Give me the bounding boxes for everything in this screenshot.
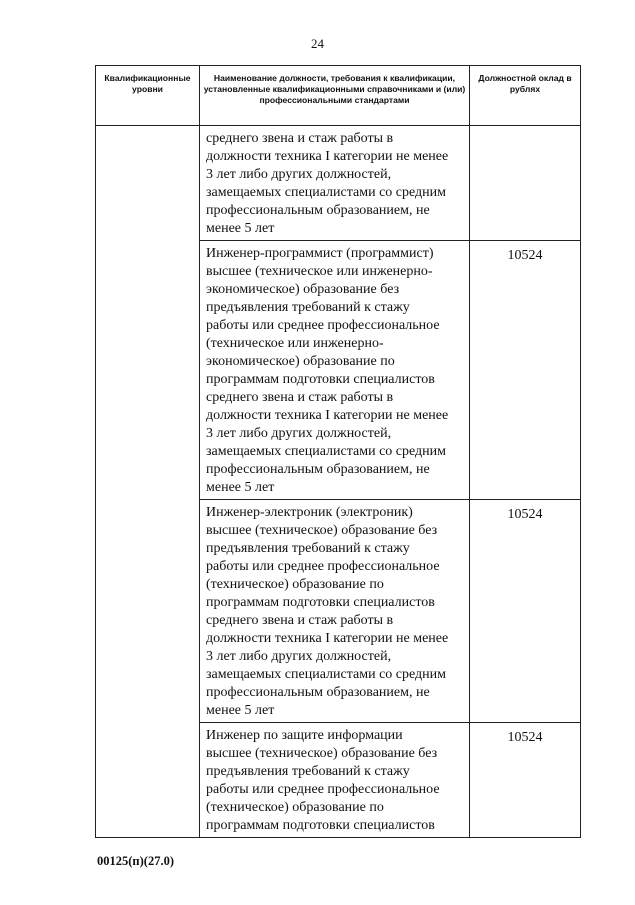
position-description-cell: Инженер-электроник (электроник) высшее (техническое) образование без предъявления требований к стажу работы или среднее профессиональное (техническое) образование по программам подготовки специалистов среднего звена и стаж работы в должности техника I категории не менее 3 лет либо других должностей, замещаемых специалистами со средним профессиональным образованием, не менее 5 лет	[200, 500, 470, 723]
level-cell	[96, 126, 200, 838]
table-row	[96, 126, 581, 241]
salary-cell	[470, 126, 581, 241]
header-salary: Должностной оклад в рублях	[470, 66, 581, 126]
header-qualification-levels: Квалификационные уровни	[96, 66, 200, 126]
salary-cell: 10524	[470, 241, 581, 500]
header-position-requirements: Наименование должности, требования к квалификации, установленные квалификационными справочниками и (или) профессиональными стандартами	[200, 66, 470, 126]
qualification-table	[95, 65, 581, 838]
table-header-row	[96, 66, 581, 126]
position-description-cell: Инженер по защите информации высшее (техническое) образование без предъявления требований к стажу работы или среднее профессиональное (техническое) образование по программам подготовки специалистов	[200, 723, 470, 838]
salary-cell: 10524	[470, 500, 581, 723]
salary-cell: 10524	[470, 723, 581, 838]
position-description-cell: Инженер-программист (программист) высшее (техническое или инженерно- экономическое) образование без предъявления требований к стажу работы или среднее профессиональное (техническое или инженерно- экономическое) образование по программам подготовки специалистов среднего звена и стаж работы в должности техника I категории не менее 3 лет либо других должностей, замещаемых специалистами со средним профессиональным образованием, не менее 5 лет	[200, 241, 470, 500]
document-code: 00125(п)(27.0)	[97, 854, 174, 868]
page-number: 24	[311, 36, 324, 51]
position-description-cell: среднего звена и стаж работы в должности техника I категории не менее 3 лет либо других должностей, замещаемых специалистами со средним профессиональным образованием, не менее 5 лет	[200, 126, 470, 241]
